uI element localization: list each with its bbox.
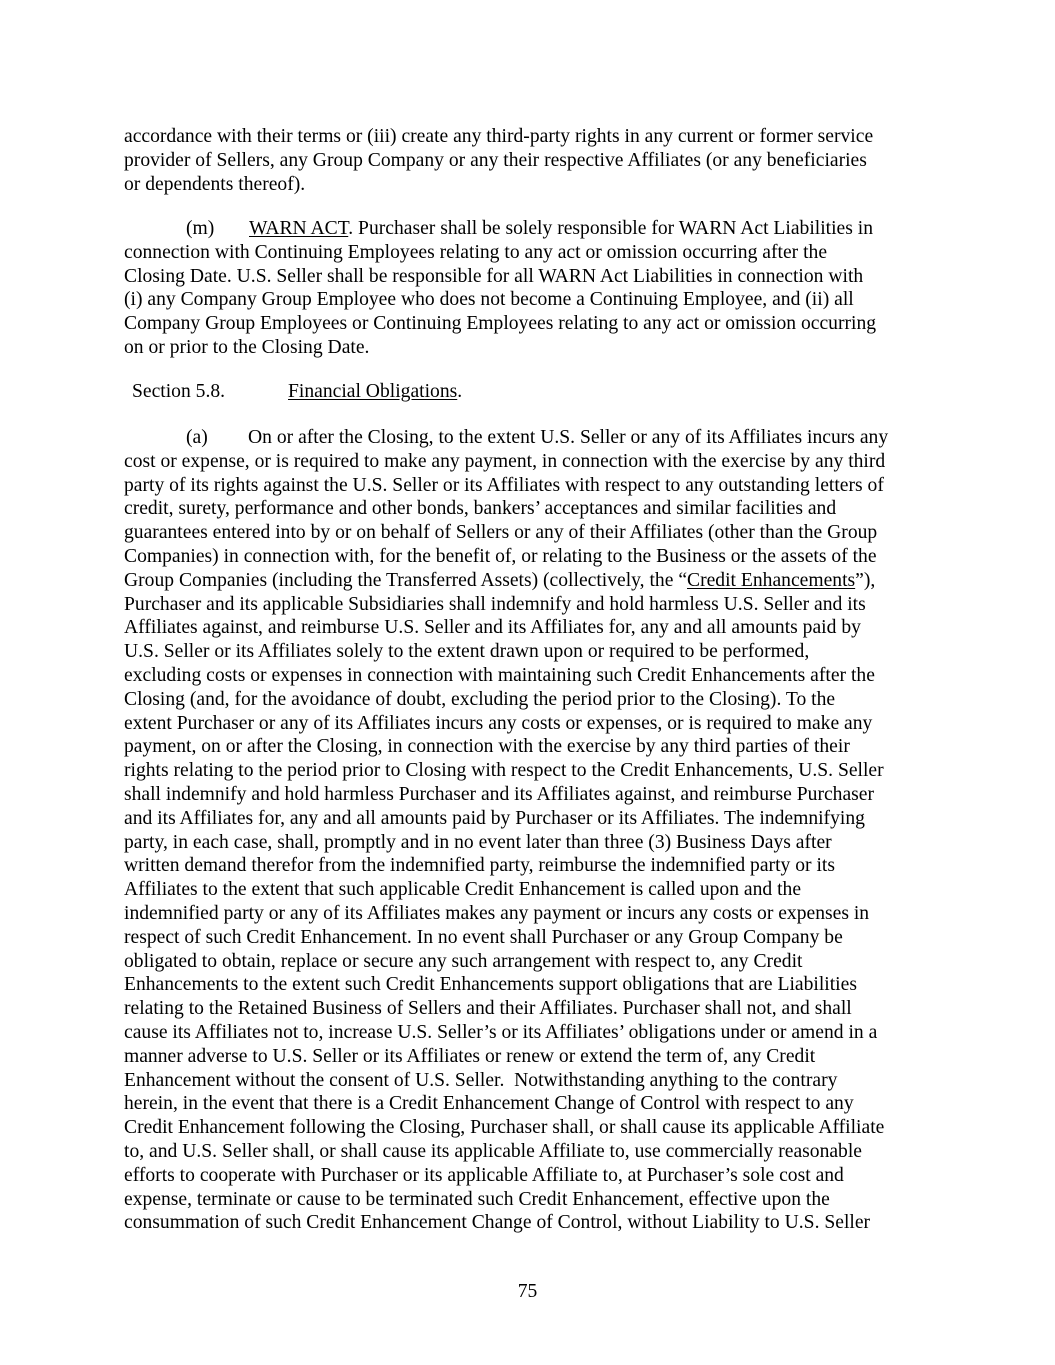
text-line: obligated to obtain, replace or secure any such arrangement with respect to, any Credit [124,950,803,972]
text-line: extent Purchaser or any of its Affiliates incurs any costs or expenses, or is required to make any [124,712,873,734]
text-line: Companies) in connection with, for the benefit of, or relating to the Business or the assets of the [124,545,877,567]
text-line: Company Group Employees or Continuing Employees relating to any act or omission occurring [124,313,877,335]
text-line: cause its Affiliates not to, increase U.S. Seller’s or its Affiliates’ obligations under or amend in a [124,1021,878,1043]
section-title-suffix: . [457,381,463,402]
section-heading [124,380,944,404]
text-line: or dependents thereof). [124,173,306,195]
text-line: Closing Date. U.S. Seller shall be responsible for all WARN Act Liabilities in connection with [124,265,864,287]
text-line: expense, terminate or cause to be terminated such Credit Enhancement, effective upon the [124,1188,830,1210]
text-line: Affiliates to the extent that such applicable Credit Enhancement is called upon and the [124,879,802,901]
text-line: provider of Sellers, any Group Company or any their respective Affiliates (or any beneficiaries [124,149,867,171]
text-line: accordance with their terms or (iii) create any third-party rights in any current or former service [124,126,874,147]
text-line: efforts to cooperate with Purchaser or its applicable Affiliate to, at Purchaser’s sole cost and [124,1164,844,1186]
text-line: guarantees entered into by or on behalf of Sellers or any of their Affiliates (other than the Group [124,522,878,544]
text-line: cost or expense, or is required to make any payment, in connection with the exercise by any third [124,450,886,472]
text-line: to, and U.S. Seller shall, or shall cause its applicable Affiliate to, use commercially reasonable [124,1140,862,1162]
text-line: (i) any Company Group Employee who does not become a Continuing Employee, and (ii) all [124,289,854,311]
text-line: shall indemnify and hold harmless Purchaser and its Affiliates against, and reimburse Purchaser [124,783,875,805]
section-number: Section 5.8. [132,381,226,402]
text-line: credit, surety, performance and other bonds, bankers’ acceptances and similar facilities and [124,498,837,520]
text-line: rights relating to the period prior to Closing with respect to the Credit Enhancements, U.S. Seller [124,760,884,782]
page-number: 75 [517,1281,538,1302]
text-line: Credit Enhancement following the Closing, Purchaser shall, or shall cause its applicable Affiliate [124,1117,885,1139]
text-line: connection with Continuing Employees relating to any act or omission occurring after the [124,241,828,263]
text-line: excluding costs or expenses in connection with maintaining such Credit Enhancements after the [124,664,875,686]
defined-term-line [124,569,944,593]
text-line: herein, in the event that there is a Credit Enhancement Change of Control with respect to any [124,1093,854,1115]
text-line: manner adverse to U.S. Seller or its Affiliates or renew or extend the term of, any Credit [124,1045,816,1067]
paragraph-heading: WARN ACT [249,218,349,239]
paragraph-a [124,426,944,1235]
text-line: consummation of such Credit Enhancement Change of Control, without Liability to U.S. Seller [124,1212,871,1234]
text-line: party, in each case, shall, promptly and in no event later than three (3) Business Days after [124,831,832,853]
text-line: Affiliates against, and reimburse U.S. Seller and its Affiliates for, any and all amounts paid by [124,617,861,639]
text-line: Enhancements to the extent such Credit Enhancements support obligations that are Liabilities [124,974,857,996]
text-line: Closing (and, for the avoidance of doubt, excluding the period prior to the Closing). To the [124,688,836,710]
text-line: indemnified party or any of its Affiliates makes any payment or incurs any costs or expenses in [124,902,870,924]
text-line: party of its rights against the U.S. Seller or its Affiliates with respect to any outstanding letters of [124,474,884,496]
section-title: Financial Obligations [288,381,458,402]
text-line: written demand therefor from the indemnified party, reimburse the indemnified party or its [124,855,835,877]
paragraph-a-first-line [124,426,944,450]
text-line: relating to the Retained Business of Sellers and their Affiliates. Purchaser shall not, and shall [124,998,852,1020]
text-line: respect of such Credit Enhancement. In no event shall Purchaser or any Group Company be [124,926,843,948]
paragraph-m-first-line [124,217,944,241]
text-run: Group Companies (including the Transferred Assets) (collectively, the “ [124,569,688,591]
text-run: On or after the Closing, to the extent U.S. Seller or any of its Affiliates incurs any [248,427,889,448]
text-line: payment, on or after the Closing, in connection with the exercise by any third parties of their [124,736,850,758]
text-run: . Purchaser shall be solely responsible for WARN Act Liabilities in [348,218,874,239]
text-line: U.S. Seller or its Affiliates solely to the extent drawn upon or required to be performed, [124,641,810,663]
text-line: on or prior to the Closing Date. [124,336,370,358]
text-line: Enhancement without the consent of U.S. Seller. Notwithstanding anything to the contrary [124,1069,838,1091]
paragraph-label: (m) [186,218,215,239]
continuation-paragraph [124,125,944,196]
defined-term: Credit Enhancements [687,569,856,591]
paragraph-m [124,217,944,360]
text-run: ”), [855,569,876,591]
paragraph-label: (a) [186,427,208,448]
text-line: and its Affiliates for, any and all amounts paid by Purchaser or its Affiliates. The indemnifying [124,807,865,829]
text-line: Purchaser and its applicable Subsidiaries shall indemnify and hold harmless U.S. Seller and its [124,593,866,615]
